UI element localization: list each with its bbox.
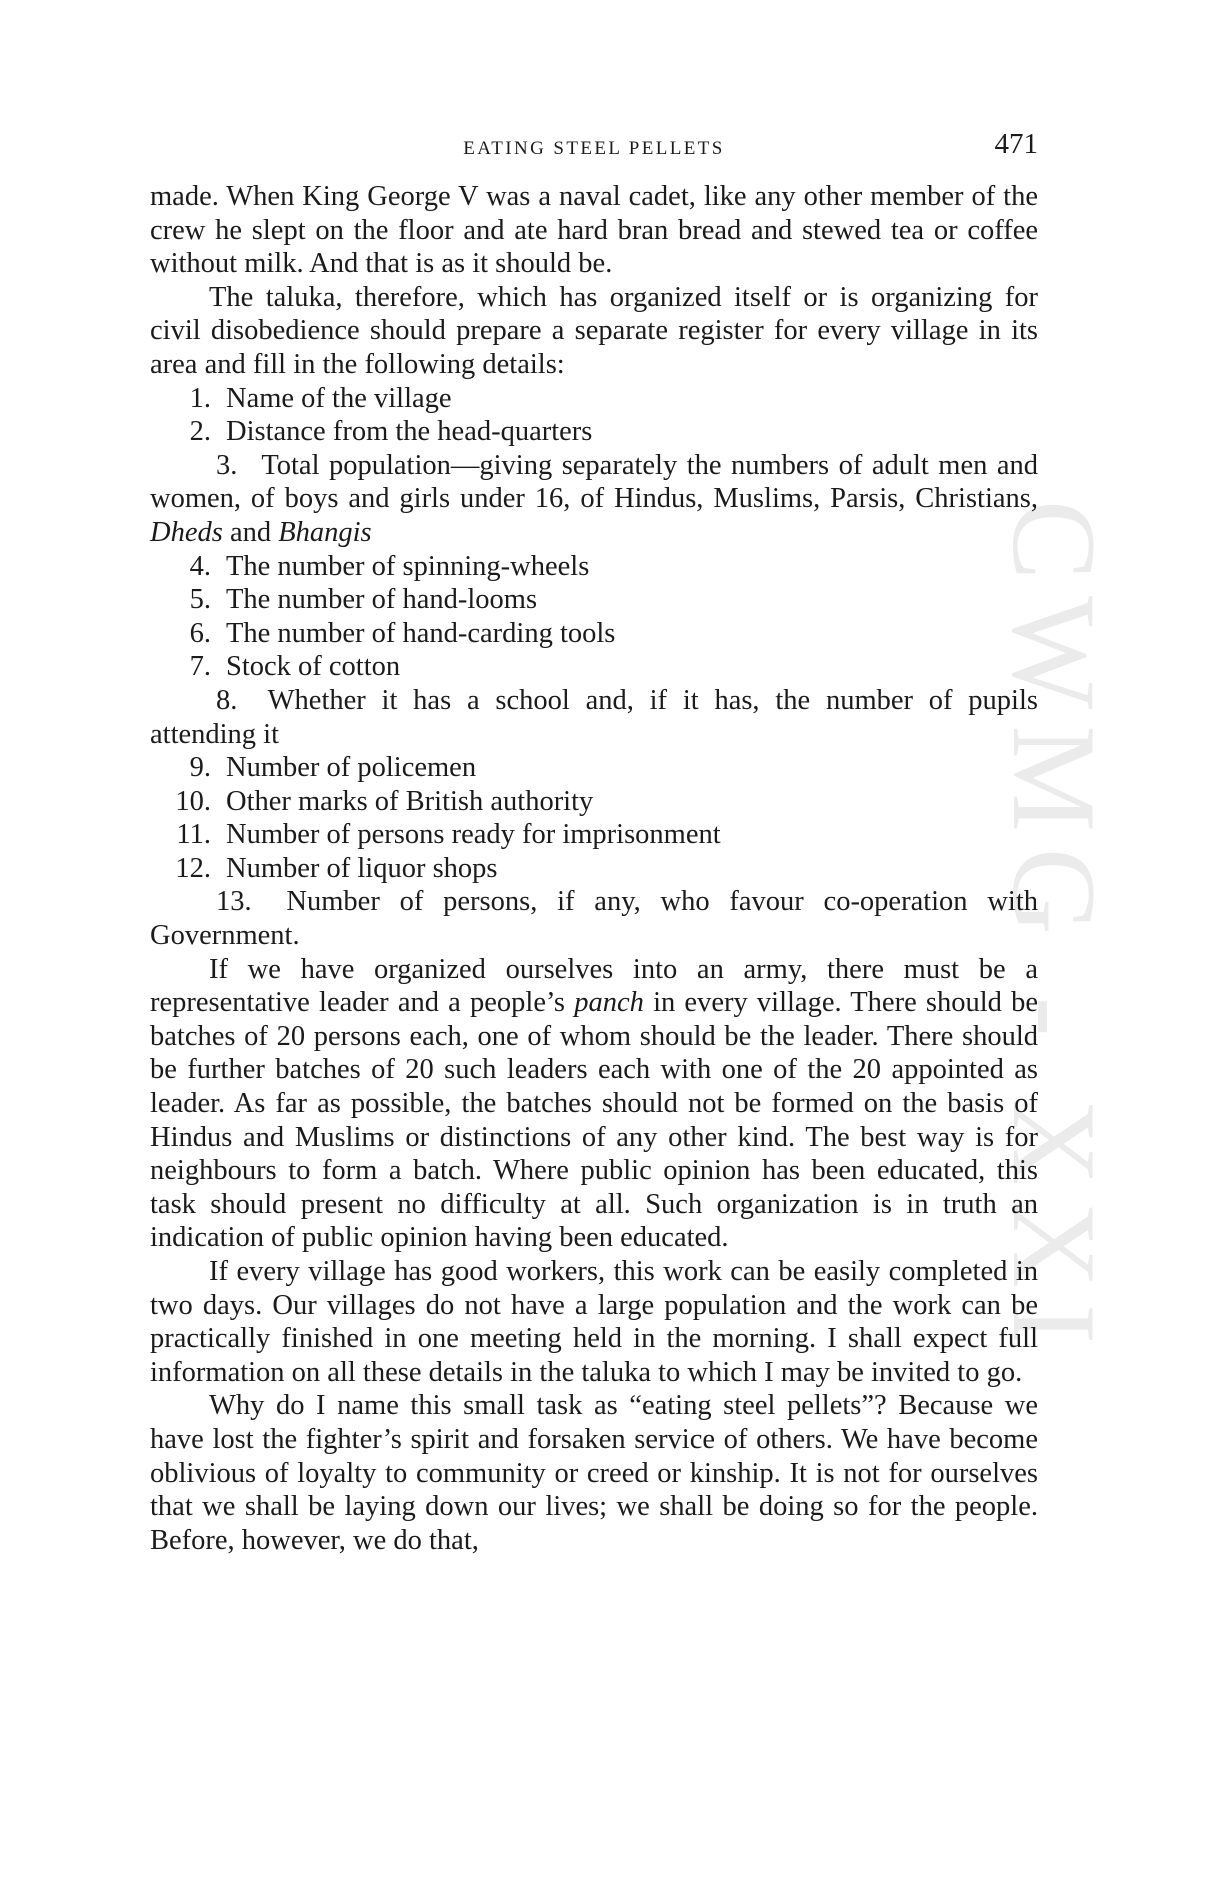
list-item-11 <box>150 818 1038 852</box>
paragraph-3-italic-panch: panch <box>574 987 644 1019</box>
paragraph-4: If every village has good workers, this work can be easily completed in two days. Our villages do not have a large population and the work can be practically finished in one meeting held in the morning. I shall expect full information on all these details in the taluka to which I may be invited to go. <box>150 1256 1038 1388</box>
list-item-8 <box>150 684 1038 751</box>
list-item-5 <box>150 583 1038 617</box>
list-item-number: 10. <box>175 785 211 817</box>
list-item-text: Number of persons ready for imprisonment <box>226 819 721 851</box>
list-item-number: 4. <box>189 550 211 582</box>
paragraph-3-text: If we have organized ourselves into an army, there must be a representative leader and a people’s <box>150 953 1038 1019</box>
list-item-text: The number of hand-carding tools <box>226 617 616 649</box>
list-item-italic-dheds: Dheds <box>150 516 223 548</box>
paragraph-3 <box>150 953 1038 1255</box>
list-item-text: The number of spinning-wheels <box>226 550 590 582</box>
list-item-text: Distance from the head-quarters <box>226 416 593 448</box>
list-item-number: 8. <box>216 684 238 716</box>
list-item-2 <box>150 415 1038 449</box>
list-item-number: 12. <box>175 852 211 884</box>
list-item-12 <box>150 852 1038 886</box>
list-item-4 <box>150 550 1038 584</box>
paragraph-2: The taluka, therefore, which has organized itself or is organizing for civil disobedience should prepare a separate register for every village in its area and fill in the following details: <box>150 281 1038 380</box>
list-item-number: 7. <box>189 651 211 683</box>
list-item-text-and: and <box>229 516 272 548</box>
list-item-text: Total population—giving separately the numbers of adult men and women, of boys and girls under 16, of Hindus, Muslims, Parsis, Christians, <box>150 449 1038 515</box>
paragraph-5: Why do I name this small task as “eating steel pellets”? Because we have lost the fighter’s spirit and forsaken service of others. We have become oblivious of loyalty to community or creed or kinship. It is not for ourselves that we shall be laying down our lives; we shall be doing so for the people. Before, however, we do that, <box>150 1390 1038 1556</box>
body-text <box>150 180 1038 1557</box>
list-item-text: Stock of cotton <box>226 651 401 683</box>
running-head: EATING STEEL PELLETS <box>463 138 725 159</box>
list-item-6 <box>150 617 1038 651</box>
list-item-text: Number of liquor shops <box>226 852 498 884</box>
list-item-number: 13. <box>216 886 252 918</box>
list-item-text: Name of the village <box>226 382 452 414</box>
list-item-9 <box>150 751 1038 785</box>
list-item-7 <box>150 650 1038 684</box>
list-item-3 <box>150 449 1038 550</box>
list-item-text: The number of hand-looms <box>226 584 538 616</box>
list-item-number: 11. <box>176 819 211 851</box>
details-list <box>150 382 1038 953</box>
list-item-italic-bhangis: Bhangis <box>278 516 372 548</box>
list-item-1 <box>150 382 1038 416</box>
list-item-10 <box>150 785 1038 819</box>
list-item-text: Number of policemen <box>226 752 477 784</box>
paragraph-1: made. When King George V was a naval cadet, like any other member of the crew he slept on the floor and ate hard bran bread and stewed tea or coffee without milk. And that is as it should be. <box>150 181 1038 280</box>
list-item-13 <box>150 885 1038 952</box>
list-item-number: 1. <box>189 382 211 414</box>
list-item-text: Whether it has a school and, if it has, the number of pupils attending it <box>150 684 1038 750</box>
list-item-number: 5. <box>189 584 211 616</box>
page-header <box>150 128 1038 168</box>
list-item-text: Other marks of British authority <box>226 785 594 817</box>
list-item-number: 6. <box>189 617 211 649</box>
list-item-number: 3. <box>216 449 238 481</box>
watermark: CWMG - XXI <box>988 500 1121 1360</box>
list-item-number: 9. <box>189 752 211 784</box>
page-number: 471 <box>994 128 1038 160</box>
list-item-text: Number of persons, if any, who favour co-operation with Government. <box>150 886 1039 952</box>
paragraph-3-rest: in every village. There should be batches of 20 persons each, one of whom should be the leader. There should be further batches of 20 such leaders each with one of the 20 appointed as leader. As far as possible, the batches should not be formed on the basis of Hindus and Muslims or distinctions of any other kind. The best way is for neighbours to form a batch. Where public opinion has been educated, this task should present no difficulty at all. Such organization is in truth an indication of public opinion having been educated. <box>150 987 1039 1254</box>
list-item-number: 2. <box>189 416 211 448</box>
